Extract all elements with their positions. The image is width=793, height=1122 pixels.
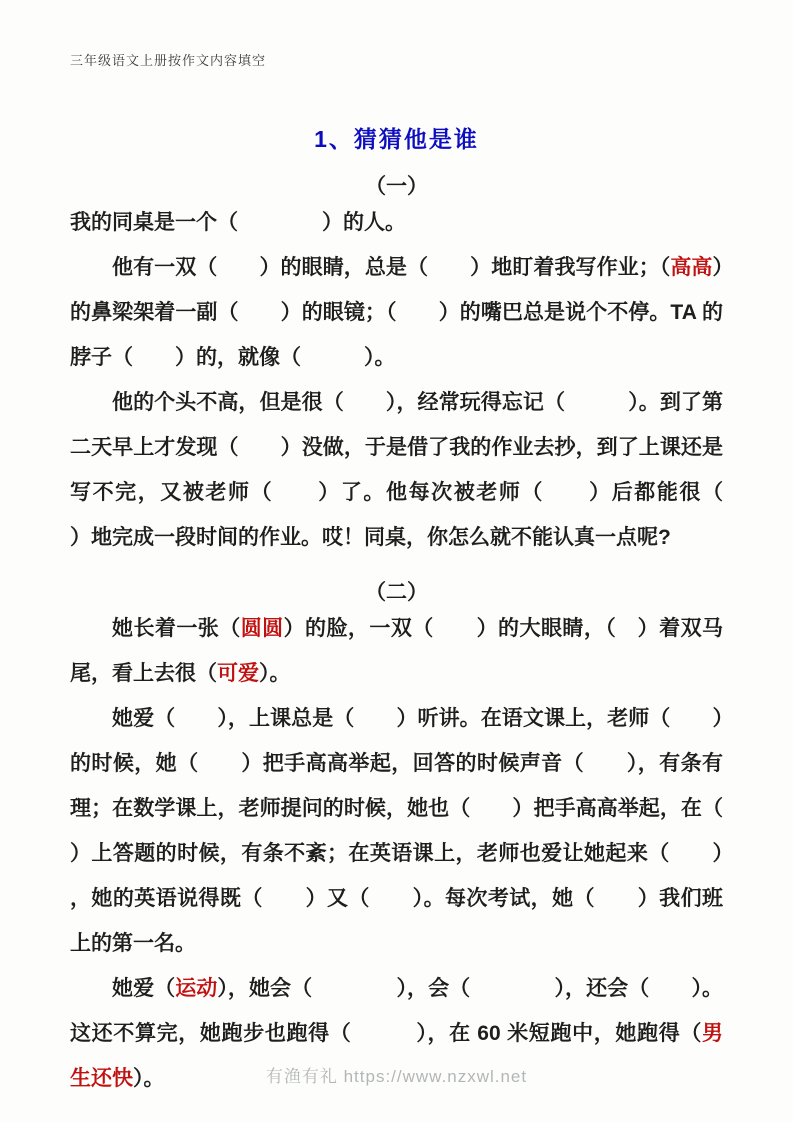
section-heading: （一）: [365, 175, 428, 198]
answer-text: 可爱: [217, 662, 259, 685]
answer-text: 运动: [175, 977, 218, 1000]
document-header: 三年级语文上册按作文内容填空: [70, 53, 267, 68]
paragraph: [70, 245, 723, 380]
text-segment: 她爱（: [112, 977, 176, 1000]
paragraph: [70, 200, 723, 245]
text-segment: 他有一双（ ）的眼睛，总是（ ）地盯着我写作业；（: [112, 256, 671, 279]
paragraph: [70, 696, 765, 966]
footer-watermark: 有渔有礼 https://www.nzxwl.net: [265, 1067, 528, 1086]
page-title: 1、猜猜他是谁: [314, 126, 479, 152]
section-heading: （二）: [365, 581, 428, 604]
answer-text: 高高: [670, 256, 713, 279]
worksheet-content: [70, 170, 765, 1101]
paragraph: [70, 380, 765, 560]
text-segment: 他的个头不高，但是很（ ），经常玩得忘记（ ）。到了第二天早上才发现（ ）没做，于是借了我的作业去抄，到了上课还是写不完，又被老师（ ）了。他每次被老师（ ）后都能很（ ）地完成一段时间的作业。哎！同桌，你怎么就不能认真一点呢?: [70, 391, 765, 549]
text-segment: 她爱（ ），上课总是（ ）听讲。在语文课上，老师（ ）的时候，她（ ）把手高高举起，回答的时候声音（ ），有条有理；在数学课上，老师提问的时候，她也（ ）把手高高举起，在（ ）上答题的时候，有条不紊；在英语课上，老师也爱让她起来（ ），她的英语说得既（ ）又（ ）。每次考试，她（ ）我们班上的第一名。: [70, 707, 765, 955]
text-segment: ）。: [133, 1067, 165, 1090]
text-segment: 她长着一张（: [112, 617, 241, 640]
text-segment: 我的同桌是一个（ ）的人。: [70, 211, 406, 234]
paragraph: [70, 606, 723, 696]
answer-text: 圆圆: [240, 617, 284, 640]
text-segment: ），她会（ ），会（ ），还会（ ）。这还不算完，她跑步也跑得（ ），在 60 米短跑中，她跑得（: [70, 977, 724, 1045]
answer-text: 男生还快: [70, 1022, 723, 1090]
text-segment: ）。: [259, 662, 291, 685]
text-segment: ）的脸，一双（ ）的大眼睛，（ ）着双马尾，看上去很（: [70, 617, 724, 685]
text-segment: ）的鼻梁架着一副（ ）的眼镜；（ ）的嘴巴总是说个不停。TA 的脖子（ ）的，就像（ ）。: [70, 256, 723, 369]
